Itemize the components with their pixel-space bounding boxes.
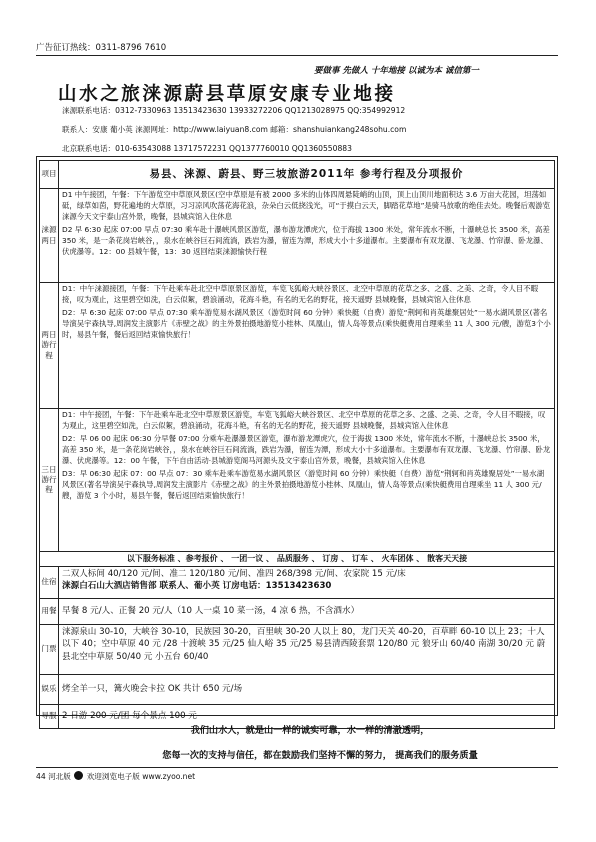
page-footer	[36, 771, 195, 782]
row-line: 涞源泉山 30-10，大峡谷 30-10，民族园 30-20，百里峡 30-20 人以上 80，龙门天关 40-20，百草畔 60-10 以上 23；十人以下 40；空中草原 40 元 /28 十渡峡 35 元/25 仙人峪 35 元/25 易县清西陵套票 120/80 元 狼牙山 60/40 南湖 30/20 元 蔚县北空中草原 50/40 元 小五台 60/40	[62, 626, 546, 662]
section-row	[40, 283, 555, 409]
row-line: 早餐 8 元/人、正餐 20 元/人（10 人一桌 10 菜一汤，4 凉 6 热，不含酒水）	[62, 606, 360, 617]
top-divider	[36, 55, 558, 56]
row-label: 娱乐	[40, 674, 59, 704]
section-row	[40, 189, 555, 283]
row-body	[59, 566, 555, 598]
contact-person-website: 联系人：安康 葡小英 涞源网址：http://www.laiyuan8.com 邮箱：shanshuiankang248sohu.com	[62, 125, 407, 134]
itinerary-day: D2 早 6:30 起床 07:00 早点 07:30 乘车赴十瀑峡风景区游览，瀑布游龙潭虎穴，位于海拔 1300 米处，常年流水不断，十瀑峡总长 3500 米，高差 350 米，是一条花岗岩峡谷，，泉水在峡谷巨石间流淌，跌岩为瀑，留连为潭，形成大小十多道瀑布。主要瀑布有双龙瀑、飞龙瀑、竹帘瀑、卧龙瀑、伏虎瀑等。12：00 县城午餐，13：30 返回结束涞源愉快行程	[62, 224, 550, 256]
itinerary-day: D1：中午接团，午餐：下午赴乘车赴北空中草原景区游览，车览飞狐峪大峡谷景区、北空中草原的花草之多、之盛、之美、之奇，令人目不暇接，叹为观止，这里碧空如洗，白云似絮，碧浪涌动，花海斗艳，有名的无名的野花，接天遥野 县城晚餐，县城宾馆入住休息	[62, 410, 546, 430]
row-label: 用餐	[40, 598, 59, 624]
ad-hotline: 广告征订热线：0311-8796 7610	[36, 43, 167, 53]
itinerary-day: D2：早 06 00 起床 06:30 分早餐 07:00 分乘车赴瀑瀑景区游览，瀑布游龙潭虎穴，位于海拔 1300 米处，常年流水不断，十瀑峡总长 3500 米，高差 350 米，是一条花岗岩峡谷，，泉水在峡谷巨石间流淌，跌岩为瀑，留连为潭，形成大小十多道瀑布。主要瀑布有双龙瀑、飞龙瀑、竹帘瀑、卧龙瀑、伏虎瀑等。12：00 午餐，下午自由活动·县城游览阁马河源头及文宇泰山宫外景，晚餐，县城宾馆入住休息	[62, 433, 551, 465]
row-body	[59, 624, 555, 674]
services-divider: 以下服务标准 、参考报价 、 一团一议 、 品质服务 、 订房 、 订车 、 火车团体 、 散客天天接	[40, 552, 555, 567]
page-title: 山水之旅涞源蔚县草原安康专业地接	[58, 84, 396, 105]
row-body	[59, 674, 555, 704]
closing-quote-1: 我们山水人，就是山一样的诚实可靠，水一样的清澈透明，	[190, 725, 430, 736]
bottom-divider	[36, 767, 558, 768]
row-line: 二双人标间 40/120 元/间、准二 120/180 元/间、准四 268/398 元/间、农家院 15 元/床	[62, 568, 406, 579]
pricing-row-meals	[40, 598, 555, 624]
pricing-row-tickets	[40, 624, 555, 674]
section-body	[59, 283, 555, 409]
pricing-row-entertainment	[40, 674, 555, 704]
itinerary-day: D3：早 06:30 起床 07：00 早点 07：30 乘车赴乘车游览易水湖风景区（游览时间 60 分钟）乘快艇（自费）游览“荆轲和肖英雄聚居处”一易水湖风景区(著名导演吴宇森执导,周润发主演影片《赤壁之战》的主外景拍摄地游览小桂林、凤凰山，情人岛等景点(乘快艇费用自理乘坐 11 人 300 元/艘，游览 3 个小时，易县午餐，餐后返回结束愉快旅行！	[62, 468, 545, 500]
itinerary-day: D1 中午接团，午餐：下午游览空中草原风景区(空中草原是有被 2000 多米的山体四周悬陡峭的山顶，顶上山顶川地面积达 3.6 万亩大花园，坦荡如砥，绿草如茵，野花遍地的大草原，习习凉风吹荡花海花浪，杂朵白云低挠浅光，可“于摸白云天，脚踏花草地”是骑马放歌的绝佳去处。晚餐后观游览涞源今天文宇泰山宫外景，晚餐，县城宾馆入住休息	[62, 190, 551, 221]
closing-quote-2: 您每一次的支持与信任，都在鼓励我们坚持不懈的努力， 提高我们的服务质量	[162, 750, 478, 761]
section-label: 两日游行程	[40, 283, 59, 409]
itinerary-day: D1：中午涞源接团，午餐：下午赴乘车赴北空中草原景区游览，车览飞狐峪大峡谷景区、北空中草原的花草之多、之盛、之美、之奇，令人目不暇接，叹为观止，这里碧空如洗，白云似絮，碧浪涌动，花海斗艳，有名的无名的野花，接天遥野 县城晚餐，县城宾馆入住休息	[62, 284, 539, 304]
table-header-row	[40, 161, 555, 189]
row-line: 烤全羊一只，篝火晚会卡拉 OK 共计 650 元/场	[62, 684, 243, 695]
section-label: 三日游行程	[40, 409, 59, 552]
section-body	[59, 189, 555, 283]
itinerary-table	[39, 160, 555, 729]
row-body	[59, 598, 555, 624]
slogan: 要做事 先做人 十年地接 以诚为本 诚信第一	[314, 66, 479, 76]
section-body	[59, 409, 555, 552]
logo-ball-icon	[74, 771, 83, 780]
contact-laiyuan-phones: 涞源联系电话：0312-7330963 13513423630 13933272206 QQ1213028975 QQ:354992912	[62, 106, 406, 115]
pricing-row-lodging	[40, 566, 555, 598]
row-line: 涞源白石山大酒店销售部 联系人、葡小英 订房电话：13513423630	[62, 581, 332, 592]
itinerary-day: D2：早 6:30 起床 07:00 早点 07:30 乘车游览易水湖风景区（游览时间 60 分钟）乘快艇（自费）游览“荆轲和肖英雄聚居处”一易水湖风景区(著名导演吴宇森执导,周润发主演影片《赤壁之战》的主外景拍摄地游览小桂林、凤凰山，情人岛等景点(乘快艇费用自理乘坐 11 人 300 元/艘，游览3个小时，易县午餐，餐后返回结束愉快旅行！	[62, 307, 551, 339]
row-label: 导服	[40, 704, 59, 728]
section-row	[40, 409, 555, 552]
footer-link[interactable]: 欢迎浏览电子版 www.zyoo.net	[86, 772, 196, 781]
row-line: 2 日游 200 元/团 每个景点 100 元	[62, 711, 197, 722]
services-divider-row	[40, 552, 555, 567]
table-heading: 易县、涞源、蔚县、野三坡旅游2011年 参考行程及分项报价	[59, 161, 555, 189]
row-label: 门票	[40, 624, 59, 674]
contact-beijing-phones: 北京联系电话：010-63543088 13717572231 QQ1377760010 QQ1360550883	[62, 144, 352, 153]
section-label: 涞源两日	[40, 189, 59, 283]
page-number: 44 河北版	[36, 772, 71, 781]
row-label: 住宿	[40, 566, 59, 598]
col-label: 项目	[40, 161, 59, 189]
